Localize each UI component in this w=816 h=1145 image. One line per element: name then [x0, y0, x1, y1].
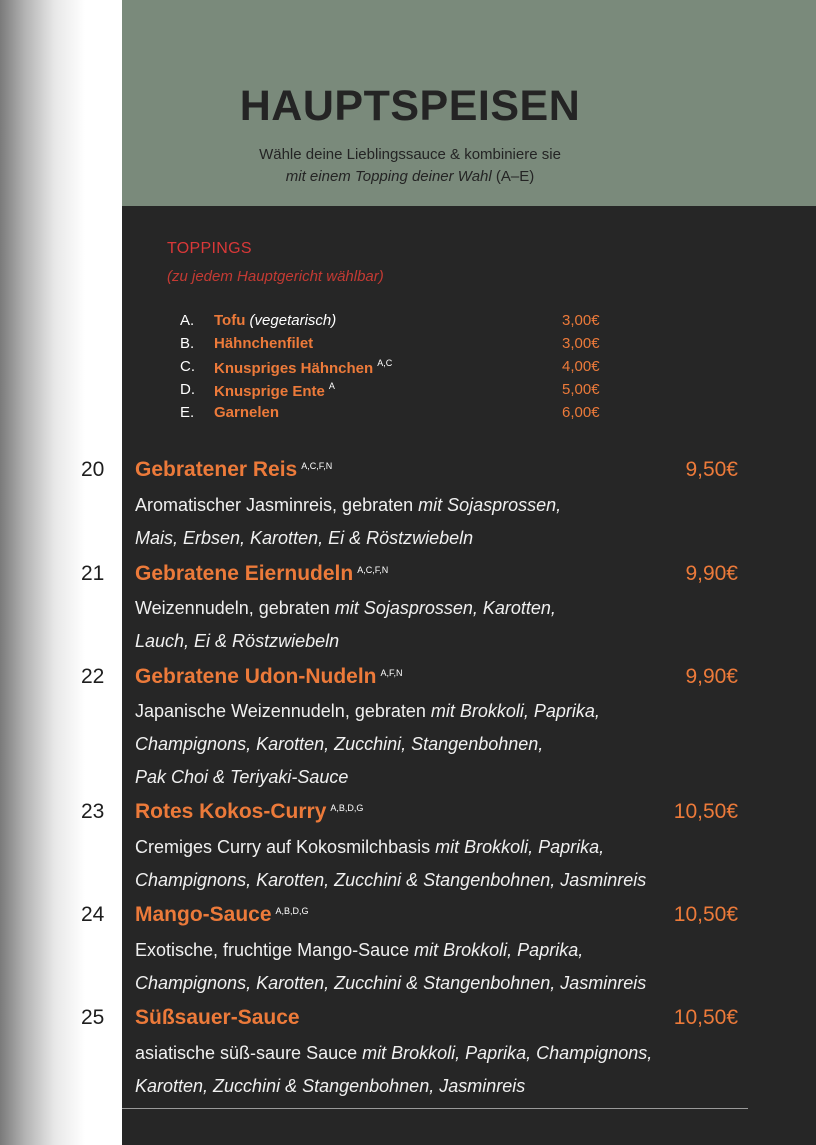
dish-description-line	[135, 695, 735, 728]
topping-name	[214, 335, 313, 352]
desc-italic: Champignons, Karotten, Zucchini, Stangenbohnen,	[135, 734, 544, 754]
desc-italic: Pak Choi & Teriyaki-Sauce	[135, 767, 349, 787]
desc-italic: mit Brokkoli, Paprika,	[414, 940, 584, 960]
topping-price: 4,00€	[562, 358, 600, 375]
topping-price: 3,00€	[562, 335, 600, 352]
dish-description-line	[135, 1070, 735, 1103]
topping-price: 5,00€	[562, 381, 600, 398]
dish-description	[135, 831, 735, 897]
dish-description-line	[135, 864, 735, 897]
topping-name-text: Knuspriges Hähnchen	[214, 360, 374, 377]
topping-item	[180, 404, 600, 427]
dish-number: 21	[81, 562, 105, 585]
allergen-codes: A,F,N	[380, 668, 403, 678]
desc-italic: mit Brokkoli, Paprika, Champignons,	[362, 1043, 653, 1063]
dish-name	[135, 562, 388, 586]
dish-description-line	[135, 625, 735, 658]
dish-price: 10,50€	[673, 800, 738, 823]
dish-name	[135, 903, 309, 927]
topping-letter: B.	[180, 335, 195, 352]
dish-name	[135, 458, 332, 482]
dish-description-line	[135, 489, 735, 522]
desc-italic: Champignons, Karotten, Zucchini & Stangenbohnen, Jasminreis	[135, 973, 647, 993]
header-subtitle-rest: (A–E)	[491, 168, 535, 185]
desc-italic: mit Sojasprossen,	[418, 495, 562, 515]
dish-description-line	[135, 592, 735, 625]
dish-description-line	[135, 728, 735, 761]
dish-number: 20	[81, 458, 105, 481]
dish-price: 9,90€	[685, 562, 738, 585]
dish-name	[135, 800, 363, 824]
desc-italic: mit Brokkoli, Paprika,	[435, 837, 605, 857]
desc-italic: Champignons, Karotten, Zucchini & Stangenbohnen, Jasminreis	[135, 870, 647, 890]
dish-name-text: Gebratene Eiernudeln	[135, 562, 354, 585]
dish-name	[135, 665, 403, 689]
dish-price: 10,50€	[673, 903, 738, 926]
topping-name-text: Knusprige Ente	[214, 383, 325, 400]
allergen-codes: A,C	[377, 358, 393, 368]
desc-plain: Exotische, fruchtige Mango-Sauce	[135, 940, 415, 960]
page-title: HAUPTSPEISEN	[239, 82, 581, 130]
dish-number: 24	[81, 903, 105, 926]
dish-name-text: Mango-Sauce	[135, 903, 272, 926]
dish-price: 9,90€	[685, 665, 738, 688]
topping-name	[214, 404, 279, 421]
dish-name-text: Gebratene Udon-Nudeln	[135, 665, 377, 688]
topping-letter: E.	[180, 404, 195, 421]
dish-description-line	[135, 934, 735, 967]
desc-plain: asiatische süß-saure Sauce	[135, 1043, 363, 1063]
topping-price: 6,00€	[562, 404, 600, 421]
dish-description	[135, 592, 735, 658]
allergen-codes: A	[328, 381, 335, 391]
topping-name	[214, 312, 336, 329]
divider	[122, 1108, 748, 1109]
desc-italic: Lauch, Ei & Röstzwiebeln	[135, 631, 340, 651]
dish-description-line	[135, 1037, 735, 1070]
dish-description-line	[135, 522, 735, 555]
topping-note: (vegetarisch)	[245, 312, 337, 329]
desc-italic: mit Sojasprossen, Karotten,	[334, 598, 556, 618]
toppings-title: TOPPINGS	[167, 240, 252, 257]
dish-description	[135, 1037, 735, 1103]
header-subtitle-italic: mit einem Topping deiner Wahl	[285, 168, 492, 185]
topping-name-text: Hähnchenfilet	[214, 335, 314, 352]
topping-letter: A.	[180, 312, 195, 329]
topping-item	[180, 312, 600, 335]
desc-plain: Weizennudeln, gebraten	[135, 598, 335, 618]
allergen-codes: A,B,D,G	[275, 906, 309, 916]
desc-italic: Karotten, Zucchini & Stangenbohnen, Jasminreis	[135, 1076, 526, 1096]
dish-name-text: Süßsauer-Sauce	[135, 1006, 300, 1029]
topping-name	[214, 381, 335, 400]
desc-italic: Mais, Erbsen, Karotten, Ei & Röstzwiebeln	[135, 528, 474, 548]
desc-plain: Japanische Weizennudeln, gebraten	[135, 701, 431, 721]
topping-item	[180, 381, 600, 404]
topping-price: 3,00€	[562, 312, 600, 329]
dish-description	[135, 695, 735, 794]
header-subtitle-line1: Wähle deine Lieblingssauce & kombiniere sie	[259, 146, 561, 163]
dish-name-text: Rotes Kokos-Curry	[135, 800, 327, 823]
menu-main	[122, 206, 816, 1145]
dish-price: 10,50€	[673, 1006, 738, 1029]
dish-price: 9,50€	[685, 458, 738, 481]
topping-item	[180, 335, 600, 358]
dish-name-text: Gebratener Reis	[135, 458, 298, 481]
dish-description-line	[135, 831, 735, 864]
topping-name-text: Garnelen	[214, 404, 280, 421]
allergen-codes: A,B,D,G	[330, 803, 364, 813]
dish-number: 23	[81, 800, 105, 823]
allergen-codes: A,C,F,N	[357, 565, 389, 575]
topping-name	[214, 358, 392, 377]
dish-name	[135, 1006, 300, 1030]
topping-letter: C.	[180, 358, 195, 375]
dish-description-line	[135, 761, 735, 794]
dish-description	[135, 934, 735, 1000]
topping-letter: D.	[180, 381, 195, 398]
desc-italic: mit Brokkoli, Paprika,	[430, 701, 600, 721]
topping-name-text: Tofu	[214, 312, 246, 329]
desc-plain: Aromatischer Jasminreis, gebraten	[135, 495, 419, 515]
dish-description	[135, 489, 735, 555]
header-subtitle-line2	[122, 168, 698, 185]
desc-plain: Cremiges Curry auf Kokosmilchbasis	[135, 837, 436, 857]
allergen-codes: A,C,F,N	[301, 461, 333, 471]
dish-number: 25	[81, 1006, 105, 1029]
topping-item	[180, 358, 600, 381]
menu-header	[122, 0, 816, 206]
toppings-subtitle: (zu jedem Hauptgericht wählbar)	[167, 268, 384, 285]
dish-description-line	[135, 967, 735, 1000]
dish-number: 22	[81, 665, 105, 688]
